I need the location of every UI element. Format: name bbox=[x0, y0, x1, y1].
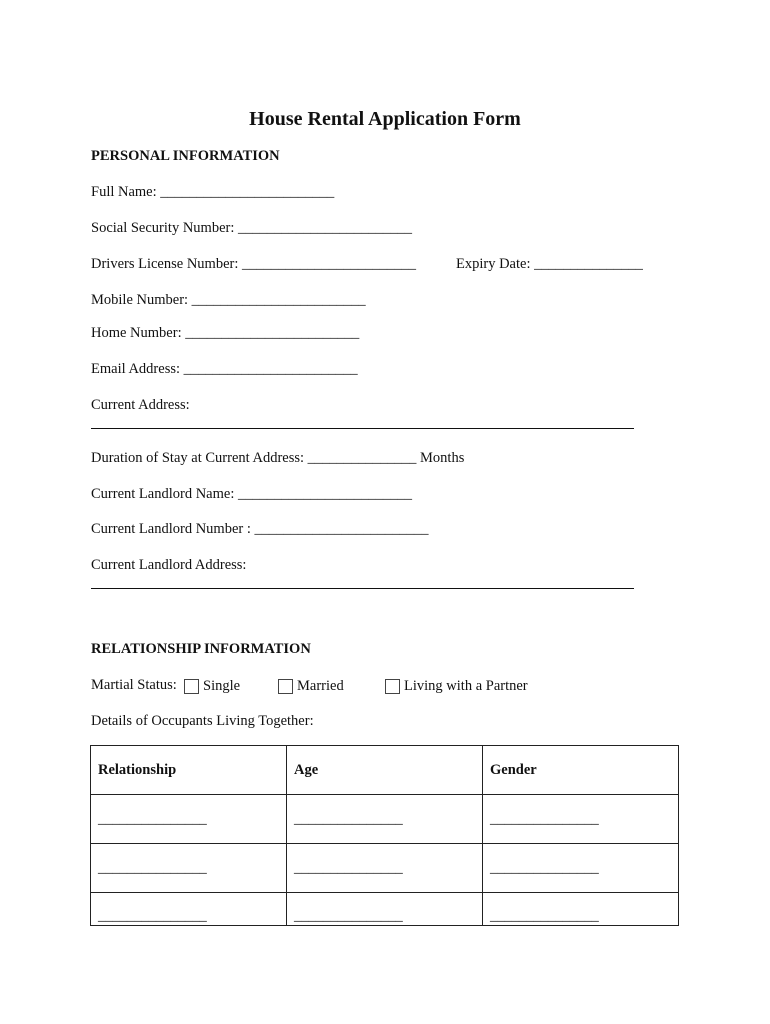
current-address-line[interactable] bbox=[91, 428, 634, 429]
duration-of-stay-field[interactable]: Duration of Stay at Current Address: _______________ Months bbox=[91, 450, 465, 466]
column-header-relationship: Relationship bbox=[91, 746, 287, 795]
landlord-address-line[interactable] bbox=[91, 588, 634, 589]
marital-status-label: Martial Status: bbox=[91, 677, 177, 693]
blank-line: _______________ bbox=[490, 908, 599, 924]
blank-line: _______________ bbox=[294, 810, 403, 827]
single-checkbox[interactable] bbox=[184, 679, 199, 694]
ssn-field[interactable]: Social Security Number: ________________________ bbox=[91, 220, 412, 236]
landlord-address-label: Current Landlord Address: bbox=[91, 557, 247, 573]
blank-line: _______________ bbox=[490, 859, 599, 876]
current-address-label: Current Address: bbox=[91, 397, 190, 413]
relationship-cell[interactable] bbox=[91, 844, 287, 893]
personal-info-heading: PERSONAL INFORMATION bbox=[91, 148, 280, 164]
married-label: Married bbox=[297, 677, 344, 694]
age-cell[interactable] bbox=[287, 795, 483, 844]
landlord-number-field[interactable]: Current Landlord Number : ________________________ bbox=[91, 521, 429, 537]
drivers-license-field[interactable]: Drivers License Number: ________________________ bbox=[91, 256, 416, 272]
full-name-field[interactable]: Full Name: ________________________ bbox=[91, 184, 335, 200]
living-with-partner-checkbox[interactable] bbox=[385, 679, 400, 694]
blank-line: _______________ bbox=[294, 908, 403, 924]
blank-line: _______________ bbox=[98, 859, 207, 876]
relationship-info-heading: RELATIONSHIP INFORMATION bbox=[91, 641, 311, 657]
home-number-field[interactable]: Home Number: ________________________ bbox=[91, 325, 360, 341]
occupants-table bbox=[90, 745, 679, 926]
single-option[interactable] bbox=[184, 676, 240, 696]
table-row bbox=[91, 795, 679, 844]
blank-line: _______________ bbox=[98, 908, 207, 924]
gender-cell[interactable] bbox=[483, 795, 679, 844]
landlord-name-field[interactable]: Current Landlord Name: ________________________ bbox=[91, 486, 412, 502]
relationship-cell[interactable] bbox=[91, 795, 287, 844]
living-with-partner-label: Living with a Partner bbox=[404, 677, 528, 694]
table-header-row bbox=[91, 746, 679, 795]
relationship-cell[interactable] bbox=[91, 893, 287, 926]
married-checkbox[interactable] bbox=[278, 679, 293, 694]
living-with-partner-option[interactable] bbox=[385, 676, 528, 696]
age-cell[interactable] bbox=[287, 893, 483, 926]
gender-cell[interactable] bbox=[483, 844, 679, 893]
column-header-gender: Gender bbox=[483, 746, 679, 795]
email-address-field[interactable]: Email Address: ________________________ bbox=[91, 361, 358, 377]
table-row bbox=[91, 893, 679, 926]
blank-line: _______________ bbox=[98, 810, 207, 827]
single-label: Single bbox=[203, 677, 241, 694]
expiry-date-field[interactable]: Expiry Date: _______________ bbox=[456, 256, 643, 272]
occupants-label: Details of Occupants Living Together: bbox=[91, 713, 314, 729]
married-option[interactable] bbox=[278, 676, 344, 696]
form-title: House Rental Application Form bbox=[249, 108, 521, 130]
column-header-age: Age bbox=[287, 746, 483, 795]
gender-cell[interactable] bbox=[483, 893, 679, 926]
table-row bbox=[91, 844, 679, 893]
age-cell[interactable] bbox=[287, 844, 483, 893]
mobile-number-field[interactable]: Mobile Number: ________________________ bbox=[91, 292, 366, 308]
blank-line: _______________ bbox=[490, 810, 599, 827]
blank-line: _______________ bbox=[294, 859, 403, 876]
